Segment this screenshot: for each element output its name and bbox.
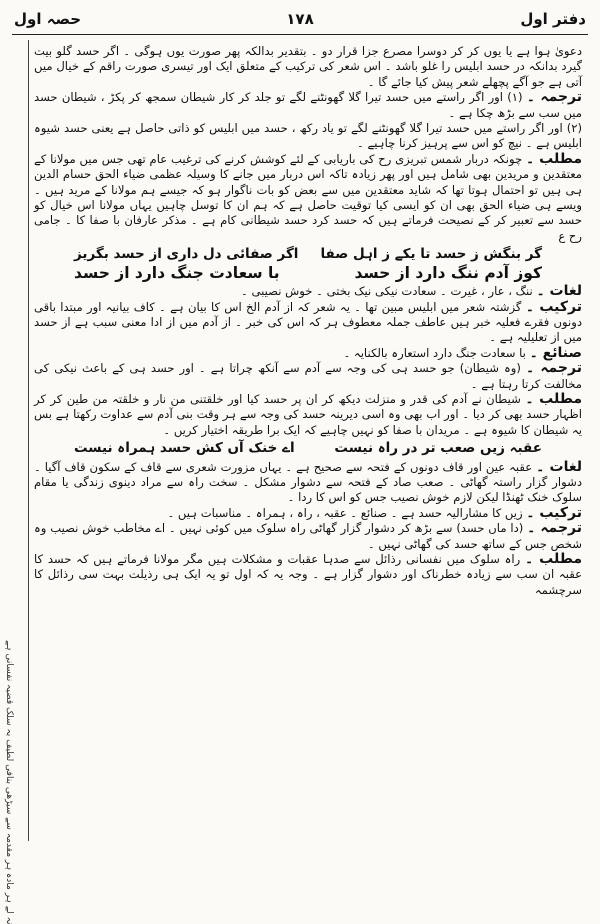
page-header <box>14 10 586 34</box>
verse-hemistich: اگر صفائی دل داری از حسد بگریز <box>74 246 299 263</box>
volume-label: حصہ اول <box>14 10 82 28</box>
section-heading: صنائع ۔ <box>529 344 582 361</box>
paragraph-text: (وہ شیطان) جو حسد ہی کی وجہ سے آدم سے آنکھ چراتا ہے ۔ اور حسد ہی کے باعث نیکی کی مخالفت کرتا رہتا ہے ۔ <box>34 361 582 391</box>
paragraph <box>34 300 582 346</box>
section-heading: ترجمہ ۔ <box>527 520 582 537</box>
paragraph-text: (۱) اور اگر راستے میں حسد تیرا گلا گھونٹنے لگے تو جلد کر کار شیطان سمجھ کر پکڑ ، شیطان حسد میں سب سے بڑھ چکا ہے ۔ <box>34 90 582 120</box>
paragraph-text: چونکہ دربار شمس تبریزی رح کی باریابی کے لئے کوشش کرنے کی ترغیب عام تھی جس میں مولانا کے معتقدین و مریدین بھی شامل ہیں اور پھر زیادہ تاکہ اس دربار میں جانے کا وسیلہ عظمی ضیاء الحق حسام الدین ہی ہیں تو احتمال ہوتا تھا کہ شاید معتقدین میں سے بعض کو بات ناگوار ہو کہ جیسے ہم مولانا کے مرید ہیں ۔ ویسے ہی ضیاء الحق بھی ان کو ایسی کیا توقیت حاصل ہے کہ ہم ان کا توسل چاہیں یہاں مولانا اس خیال کو حسد سے تعبیر کر کے نصیحت فرماتے ہیں کہ حسد کرد حسد شیطانی کام ہے ۔ مذکر عارفان با صفا کا ۔ جامی رح ع <box>34 151 582 243</box>
verse-couplet <box>34 247 582 262</box>
section-heading: ترکیب ۔ <box>526 504 582 521</box>
verse-hemistich: عقبہ زیں صعب تر در راہ نیست <box>334 440 542 457</box>
margin-note-line: فی لطیف بہ سلک قضیہ نفسانی ہے <box>4 640 14 776</box>
paragraph-text: با سعادت جنگ دارد استعارہ بالکنایہ ۔ <box>343 345 526 360</box>
header-rule <box>12 34 588 35</box>
margin-note-line: نہ لے ہر مادہ ہر مقدمہ سے سیڑھی بنا <box>4 775 14 924</box>
paragraph <box>34 284 582 299</box>
verse-couplet <box>34 263 582 282</box>
section-heading: لغات ۔ <box>536 458 582 475</box>
section-heading: مطلب ۔ <box>525 390 583 407</box>
section-heading: ترجمہ ۔ <box>525 360 582 377</box>
paragraph <box>34 121 582 152</box>
paragraph <box>34 392 582 438</box>
paragraph-text: گزشتہ شعر میں ابلیس مبین تھا ۔ یہ شعر کہ از آدم الخ اس کا بیان ہے ۔ کاف بیانیہ اور مبتدا باقی دونوں فقرے فعلیہ خبر ہیں عاطف جملہ معطوف ہر کہ اس کی خبر ۔ از آدم میں از ادا معنی سبب ہے از حسد میں از تعلیلیہ ہے ۔ <box>34 299 582 345</box>
verse-hemistich: اے خنک آں کش حسد ہمراہ نیست <box>74 440 295 457</box>
paragraph-text: ننگ ، عار ، غیرت ۔ سعادت نیکی نیک بختی ۔ خوش نصیبی ۔ <box>241 284 533 299</box>
book-section-label: دفتر اول <box>520 10 586 28</box>
paragraph-text: (دا ماں حسد) سے بڑھ کر دشوار گزار گھاٹی راہ سلوک میں کوئی نہیں ۔ اے مخاطب خوش نصیب وہ شخص جس کے ساتھ حسد کی گھاٹی نہیں ۔ <box>34 521 582 551</box>
paragraph <box>34 90 582 121</box>
section-heading: مطلب ۔ <box>525 551 582 567</box>
paragraph-text: دعویٰ ہوا ہے یا یوں کر کر دوسرا مصرع جزا قرار دو ۔ بتقدیر بدالکہ پھر صورت یوں ہوگی ۔ اگر حسد گلو بیت گیرد بدانکہ در حسد ابلیس را غلو باشد ۔ اس شعر کی ترکیب کے متعلق ایک اور تیسری صورت راقم کے خیال میں آتی ہے جو آگے پچھلے شعر پیش کیا جائے گا ۔ <box>34 44 582 89</box>
verse-hemistich: کوز آدم ننگ دارد از حسد <box>354 263 542 282</box>
verse-couplet <box>34 441 582 456</box>
section-heading: لغات ۔ <box>536 283 582 300</box>
paragraph <box>34 152 582 244</box>
paragraph <box>34 521 582 552</box>
paragraph-text: زیں کا مشارالیہ حسد ہے ۔ صنائع ۔ عقبہ ، راہ ، ہمراہ ۔ مناسبات ہیں ۔ <box>167 505 523 520</box>
paragraph <box>34 361 582 392</box>
paragraph <box>34 346 582 361</box>
paragraph <box>34 44 582 90</box>
paragraph-text: راہ سلوک میں نفسانی رذائل سے صدہا عقبات و مشکلات ہیں مگر مولانا فرماتے ہیں کہ حسد کا عقبہ ان سب سے زیادہ خطرناک اور دشوار گزار ہے ۔ وجہ یہ کہ اول تو یہ ایک ہی رذیلت بہت سی رذائل کا سرچشمہ <box>34 552 582 597</box>
paragraph <box>34 506 582 521</box>
paragraph <box>34 552 582 598</box>
page-number: ۱۷۸ <box>286 10 314 28</box>
section-heading: ترجمہ ۔ <box>526 89 583 106</box>
section-heading: ترکیب ۔ <box>525 298 582 315</box>
margin-annotation <box>4 640 24 924</box>
section-heading: مطلب ۔ <box>525 150 583 167</box>
verse-hemistich: با سعادت جنگ دارد از حسد <box>74 263 280 282</box>
paragraph-text: عقبہ عین اور قاف دونوں کے فتحہ سے صحیح ہے ۔ یہاں مزورت شعری سے قاف کے سکون قاف آگیا ۔ دشوار گزار راستہ گھاٹی ۔ صعب صاد کے فتحہ سے دشوار مشکل ۔ سخت راہ سے مراد دینوی زندگی یا مقام سلوک خنک ٹھنڈا لیکن لازم خوش نصیب جس کو اس کا ردا ۔ <box>34 459 582 505</box>
paragraph-text: (۲) اور اگر راستے میں حسد تیرا گلا گھونٹنے لگے تو یاد رکھ ، حسد میں ابلیس کو ذاتی حاصل ہے یعنی حسد شیوہ ابلیس ہے ۔ نیچ کو اس سے پرہیز کرنا چاہیے ۔ <box>34 121 582 151</box>
paragraph-text: شیطان نے آدم کی قدر و منزلت دیکھ کر ان پر حسد کیا اور خلقتنی من نار و خلقتہ من طین کر کر اظہار حسد بھی کر دیا ۔ اور اب بھی وہ اسی دیرینہ حسد کی وجہ سے ہر وقت بنی آدم سے عداوت رکھتا ہے بس یہ شیطان کا شیوہ ہے ۔ مریدان با صفا کو نہیں چاہیے کہ ایک برا طریقہ اختیار کریں ۔ <box>34 391 582 437</box>
verse-hemistich: گر بنگش ز حسد تا یکے ز اہل صفا <box>320 246 542 263</box>
page-body <box>34 44 582 598</box>
paragraph <box>34 460 582 506</box>
